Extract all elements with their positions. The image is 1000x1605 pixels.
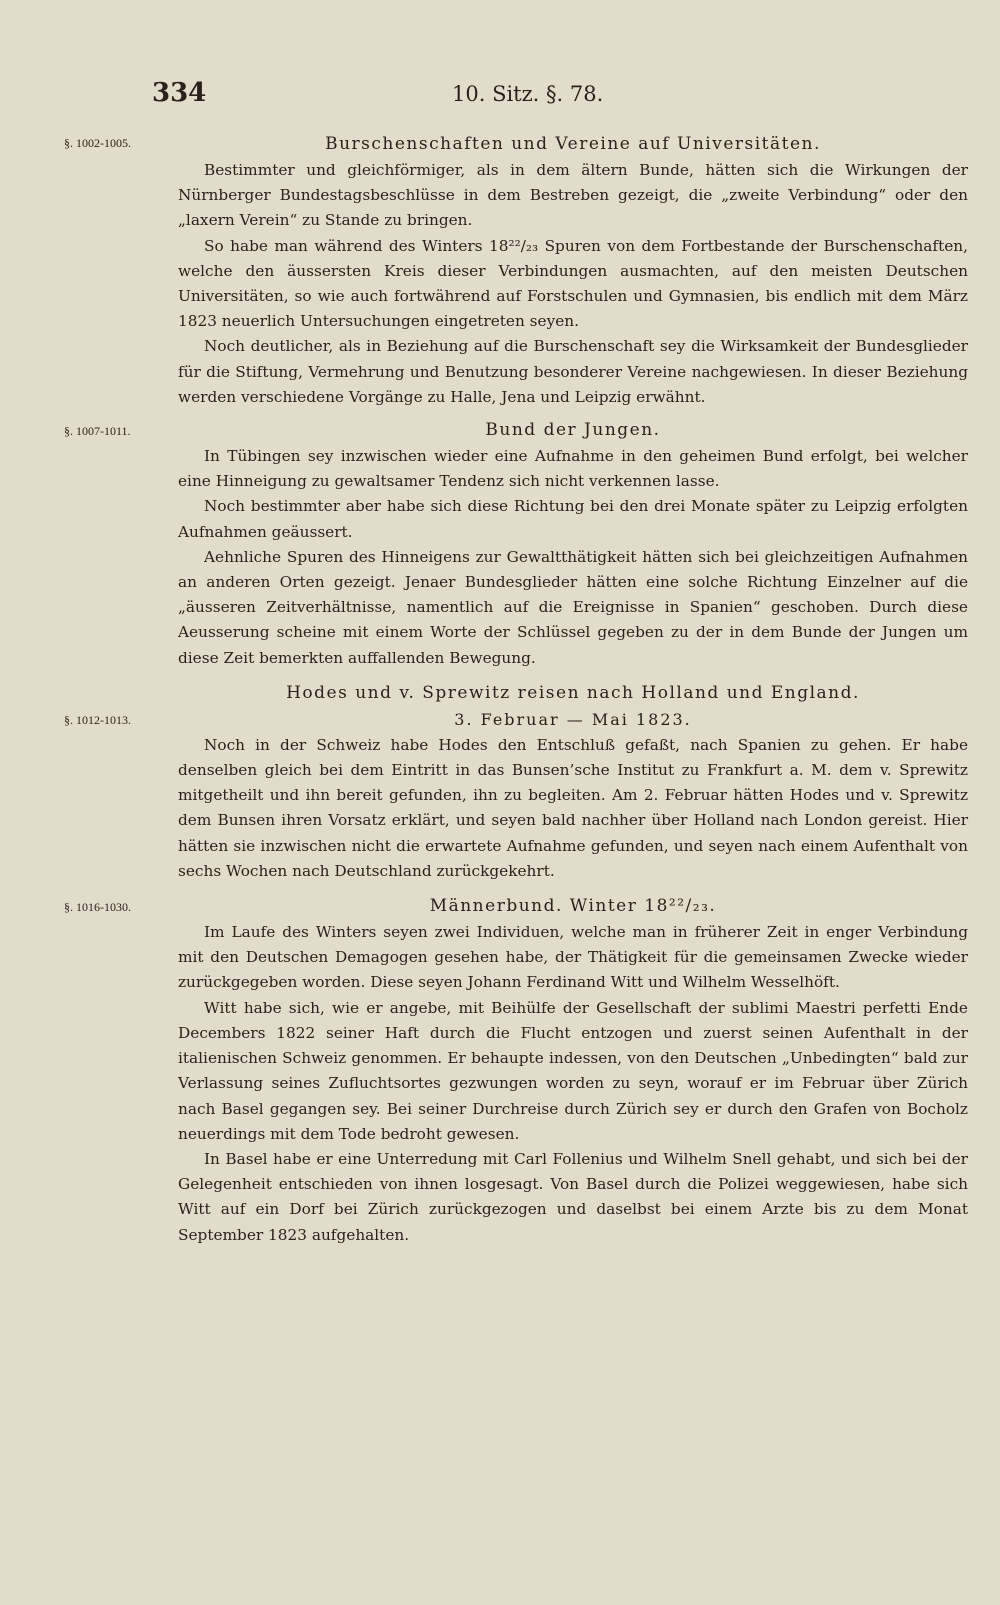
margin-reference: §. 1007-1011. bbox=[64, 424, 131, 439]
paragraph: Im Laufe des Winters seyen zwei Individuen, welche man in früherer Zeit in enger Verbindung mit den Deutschen Demagogen gesehen habe, der Thätigkeit für die gemeinsamen Zwecke wieder zurückgegeben worden. Diese seyen Johann Ferdinand Witt und Wilhelm Wesselhöft. bbox=[178, 923, 968, 992]
page-content bbox=[0, 124, 1000, 1248]
page-number: 334 bbox=[152, 78, 207, 108]
margin-reference: §. 1002-1005. bbox=[64, 136, 131, 150]
paragraph: In Tübingen sey inzwischen wieder eine Aufnahme in den geheimen Bund erfolgt, bei welcher eine Hinneigung zu gewaltsamer Tendenz sich nicht verkennen lasse. bbox=[178, 447, 968, 491]
margin-reference: §. 1012-1013. bbox=[64, 712, 131, 727]
section-bund-der-jungen bbox=[0, 416, 1000, 671]
running-head: 10. Sitz. §. 78. bbox=[452, 82, 604, 106]
page-header bbox=[0, 78, 1000, 114]
section-heading: Bund der Jungen. bbox=[485, 420, 661, 441]
paragraph: Noch deutlicher, als in Beziehung auf die Burschenschaft sey die Wirksamkeit der Bundesglieder für die Stiftung, Vermehrung und Benutzung besonderer Vereine nachgewiesen. In dieser Beziehung werden verschiedene Vorgänge zu Halle, Jena und Leipzig erwähnt. bbox=[178, 337, 968, 406]
section-date: 3. Februar — Mai 1823. bbox=[454, 709, 692, 729]
paragraph: Witt habe sich, wie er angebe, mit Beihülfe der Gesellschaft der sublimi Maestri perfetti Ende Decembers 1822 seiner Haft durch die Flucht entzogen und zuerst seinen Aufenthalt in der italienischen Schweiz genommen. Er behaupte indessen, von den Deutschen „Unbedingten“ bald zur Verlassung seines Zufluchtsortes gezwungen worden zu seyn, worauf er im Februar über Zürich nach Basel gegangen sey. Bei seiner Durchreise durch Zürich sey er durch den Grafen von Bocholz neuerdings mit dem Tode bedroht gewesen. bbox=[178, 998, 968, 1143]
paragraph: Aehnliche Spuren des Hinneigens zur Gewaltthätigkeit hätten sich bei gleichzeitigen Aufnahmen an anderen Orten gezeigt. Jenaer Bundesglieder hätten eine solche Richtung Einzelner auf die „äusseren Zeitverhältnisse, namentlich auf die Ereignisse in Spanien“ geschoben. Durch diese Aeusserung scheine mit einem Worte der Schlüssel gegeben zu der in dem Bunde der Jungen um diese Zeit bemerkten auffallenden Bewegung. bbox=[178, 547, 968, 667]
paragraph: Bestimmter und gleichförmiger, als in dem ältern Bunde, hätten sich die Wirkungen der Nürnberger Bundestagsbeschlüsse in dem Bestreben gezeigt, die „zweite Verbindung“ oder den „laxern Verein“ zu Stande zu bringen. bbox=[178, 161, 968, 230]
paragraph: Noch bestimmter aber habe sich diese Richtung bei den drei Monate später zu Leipzig erfolgten Aufnahmen geäussert. bbox=[178, 497, 968, 541]
section-heading: Burschenschaften und Vereine auf Universitäten. bbox=[325, 134, 821, 154]
section-heading: Männerbund. Winter 18²²/₂₃. bbox=[429, 896, 717, 917]
section-hodes-sprewitz bbox=[0, 679, 1000, 884]
paragraph: In Basel habe er eine Unterredung mit Carl Follenius und Wilhelm Snell gehabt, und sich bei der Gelegenheit entschieden von ihnen losgesagt. Von Basel durch die Polizei weggewiesen, habe sich Witt auf ein Dorf bei Zürich zurückgezogen und daselbst bei einem Arzte bis zu dem Monat September 1823 aufgehalten. bbox=[178, 1149, 968, 1244]
margin-reference: §. 1016-1030. bbox=[64, 900, 131, 915]
section-maennerbund bbox=[0, 892, 1000, 1248]
section-burschenschaften bbox=[0, 130, 1000, 410]
paragraph: Noch in der Schweiz habe Hodes den Entschluß gefaßt, nach Spanien zu gehen. Er habe denselben gleich bei dem Eintritt in das Bunsen’sche Institut zu Frankfurt a. M. dem v. Sprewitz mitgetheilt und ihn bereit gefunden, ihn zu begleiten. Am 2. Februar hätten Hodes und v. Sprewitz dem Bunsen ihren Vorsatz erklärt, und seyen bald nachher über Holland nach London gereist. Hier hätten sie inzwischen nicht die erwartete Aufnahme gefunden, und seyen nach einem Aufenthalt von sechs Wochen nach Deutschland zurückgekehrt. bbox=[178, 735, 968, 880]
paragraph: So habe man während des Winters 18²²/₂₃ Spuren von dem Fortbestande der Burschenschaften, welche den äussersten Kreis dieser Verbindungen ausmachten, auf den meisten Deutschen Universitäten, so wie auch fortwährend auf Forstschulen und Gymnasien, bis endlich mit dem März 1823 neuerlich Untersuchungen eingetreten seyen. bbox=[178, 236, 968, 331]
section-heading: Hodes und v. Sprewitz reisen nach Holland und England. bbox=[286, 682, 860, 703]
